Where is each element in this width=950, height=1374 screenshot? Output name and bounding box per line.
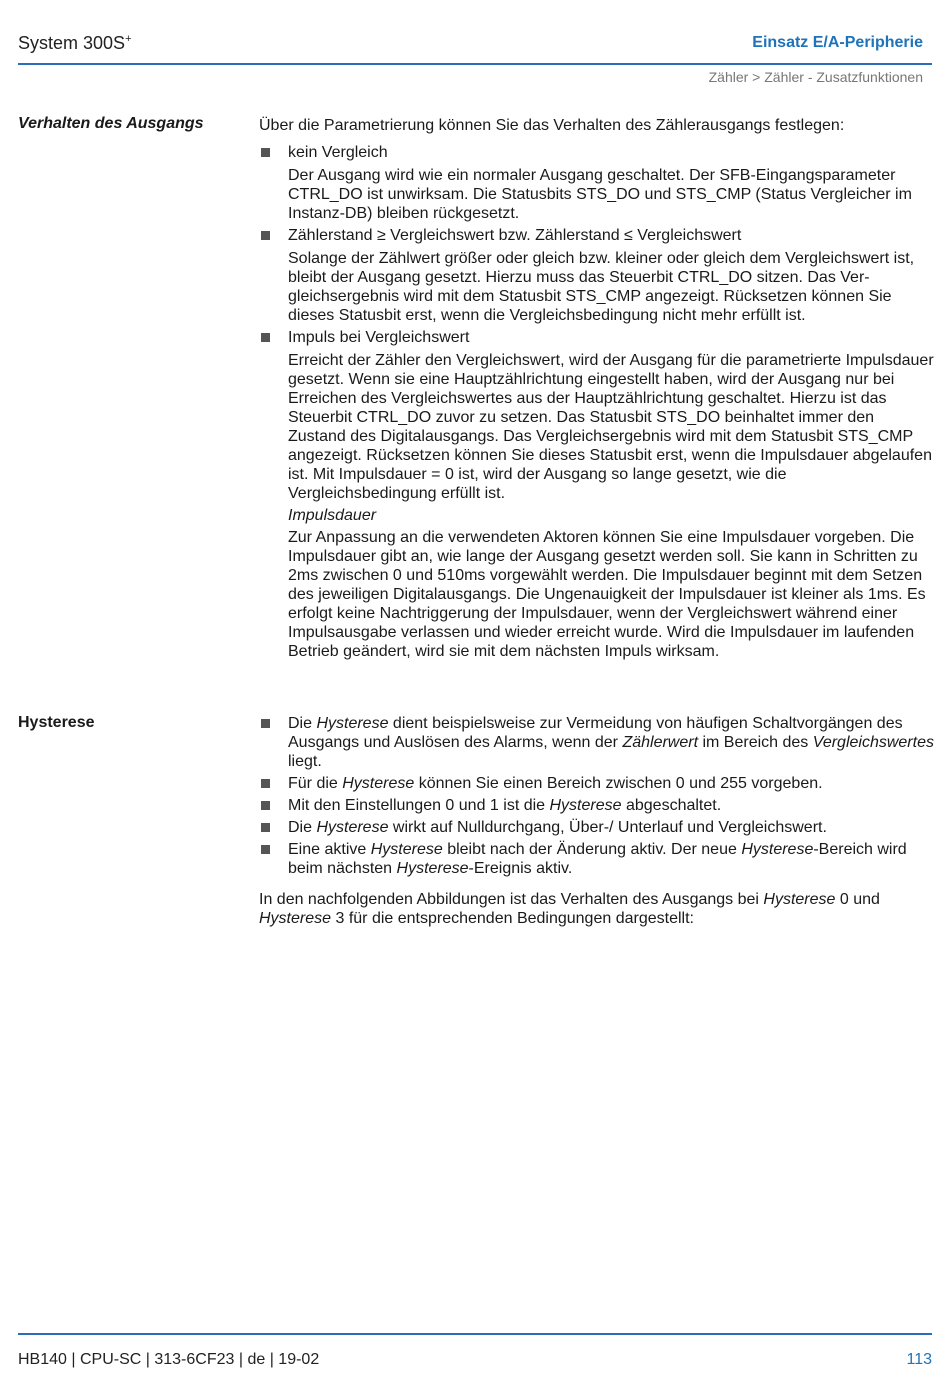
text-run: abgeschaltet. bbox=[621, 797, 722, 814]
text-run-italic: Hysterese bbox=[396, 860, 469, 877]
list-item bbox=[259, 840, 935, 878]
text-run: Die bbox=[288, 715, 317, 732]
text-run: Mit den Einstellungen 0 und 1 ist die bbox=[288, 797, 550, 814]
list-item-desc: Erreicht der Zähler den Vergleichswert, wird der Ausgang für die parametrierte Impulsdauer gesetzt. Wenn sie eine Hauptzählrichtung eingestellt haben, wird der Ausgang nur bei Erreichen des Vergleichswertes aus der Hauptzählrichtung geschaltet. Hierzu ist das Steuerbit CTRL_DO zuvor zu setzen. Das Statusbit STS_DO beinhaltet immer den Zustand des Digitalausgangs. Das Vergleichsergebnis wird mit dem Statusbit STS_CMP angezeigt. Rücksetzen können Sie dieses Statusbit erst, wenn die Impulsdauer abgelaufen ist. Mit Impulsdauer = 0 ist, wird der Ausgang so lange gesetzt, wie die Vergleichsbedingung erfüllt ist. bbox=[288, 352, 934, 502]
list-item bbox=[259, 143, 935, 223]
square-bullet-icon bbox=[261, 845, 270, 854]
section-title: Einsatz E/A-Peripherie bbox=[752, 34, 923, 51]
hysteresis-section bbox=[259, 714, 935, 928]
document-title-text: System 300S bbox=[18, 33, 126, 53]
text-run-italic: Hysterese bbox=[370, 841, 443, 858]
list-item bbox=[259, 774, 935, 793]
square-bullet-icon bbox=[261, 719, 270, 728]
list-item bbox=[259, 714, 935, 771]
text-run: 0 und bbox=[835, 891, 880, 908]
text-run: 3 für die entsprechenden Bedingungen dargestellt: bbox=[331, 910, 694, 927]
text-run-italic: Vergleichswertes bbox=[812, 734, 934, 751]
text-run-italic: Hysterese bbox=[549, 797, 622, 814]
list-item-title: Zählerstand ≥ Vergleichswert bzw. Zählerstand ≤ Vergleichswert bbox=[288, 227, 742, 244]
hysteresis-closing-paragraph bbox=[259, 890, 935, 928]
text-run: Eine aktive bbox=[288, 841, 371, 858]
footer-divider bbox=[18, 1333, 932, 1335]
text-run: -Bereich wird beim nächsten bbox=[288, 841, 907, 877]
list-item-text bbox=[288, 796, 935, 815]
footer-doc-id: HB140 | CPU-SC | 313-6CF23 | de | 19-02 bbox=[18, 1351, 320, 1368]
square-bullet-icon bbox=[261, 779, 270, 788]
list-item bbox=[259, 796, 935, 815]
list-item bbox=[259, 226, 935, 325]
list-item-title: Impuls bei Vergleichswert bbox=[288, 329, 470, 346]
breadcrumb: Zähler > Zähler - Zusatzfunktionen bbox=[708, 69, 923, 85]
pulse-duration-desc: Zur Anpassung an die verwendeten Aktoren können Sie eine Impulsdauer vorgeben. Die Impulsdauer gibt an, wie lange der Ausgang gesetzt werden soll. Sie kann in Schritten zu 2ms zwischen 0 und 510ms vorgewählt werden. Die Impulsdauer beginnt mit dem Setzen des jeweiligen Digitalausgangs. Die Ungenauigkeit der Impulsdauer ist kleiner als 1ms. Es erfolgt keine Nachtriggerung der Impulsdauer, wenn der Vergleichswert während einer Impulsausgabe verlassen und wieder erreicht wurde. Wird die Impulsdauer im laufenden Betrieb geändert, wird sie mit dem nächsten Impuls wirksam. bbox=[288, 529, 926, 660]
list-item bbox=[259, 818, 935, 837]
text-run: im Bereich des bbox=[698, 734, 813, 751]
text-run-italic: Hysterese bbox=[741, 841, 814, 858]
square-bullet-icon bbox=[261, 231, 270, 240]
list-item-desc: Solange der Zählwert größer oder gleich bzw. kleiner oder gleich dem Vergleichswert ist, bleibt der Ausgang gesetzt. Hierzu muss das Steuerbit CTRL_DO sitzen. Das Vergleichsergebnis wird mit dem Statusbit STS_CMP angezeigt. Rücksetzen können Sie dieses Statusbit erst, wenn die Vergleichsbedingung nicht mehr erfüllt ist. bbox=[288, 250, 915, 324]
square-bullet-icon bbox=[261, 148, 270, 157]
text-run-italic: Hysterese bbox=[316, 819, 389, 836]
square-bullet-icon bbox=[261, 823, 270, 832]
text-run: bleibt nach der Änderung aktiv. Der neue bbox=[442, 841, 742, 858]
header-divider bbox=[18, 63, 932, 65]
list-item-text bbox=[288, 840, 935, 878]
text-run-italic: Zählerwert bbox=[622, 734, 699, 751]
list-item-text bbox=[288, 774, 935, 793]
square-bullet-icon bbox=[261, 801, 270, 810]
text-run: -Ereignis aktiv. bbox=[468, 860, 573, 877]
text-run-italic: Hysterese bbox=[342, 775, 415, 792]
text-run-italic: Hysterese bbox=[259, 910, 332, 927]
document-title bbox=[18, 33, 132, 54]
list-item-title: kein Vergleich bbox=[288, 144, 388, 161]
text-run: liegt. bbox=[288, 753, 322, 770]
text-run: Für die bbox=[288, 775, 343, 792]
list-item-desc: Der Ausgang wird wie ein normaler Ausgang geschaltet. Der SFB-Eingangsparameter CTRL_DO ist unwirksam. Die Statusbits STS_DO und STS_CMP (Status Vergleicher im Instanz-DB) bleiben rückgesetzt. bbox=[288, 167, 912, 222]
text-run: wirkt auf Nulldurchgang, Über-/ Unterlauf und Vergleichswert. bbox=[388, 819, 827, 836]
page-number: 113 bbox=[906, 1351, 932, 1368]
document-title-superscript: + bbox=[125, 33, 132, 45]
side-heading-hysteresis: Hysterese bbox=[18, 714, 95, 731]
output-behavior-section bbox=[259, 116, 935, 664]
side-heading-output-behavior: Verhalten des Ausgangs bbox=[18, 115, 204, 132]
text-run-italic: Hysterese bbox=[763, 891, 836, 908]
list-item-text bbox=[288, 714, 935, 771]
square-bullet-icon bbox=[261, 333, 270, 342]
text-run: In den nachfolgenden Abbildungen ist das Verhalten des Ausgangs bei bbox=[259, 891, 764, 908]
output-behavior-intro: Über die Parametrierung können Sie das Verhalten des Zählerausgangs festlegen: bbox=[259, 117, 845, 134]
text-run-italic: Hysterese bbox=[316, 715, 389, 732]
list-item bbox=[259, 328, 935, 661]
sub-heading-pulse-duration: Impulsdauer bbox=[288, 507, 377, 524]
text-run: Die bbox=[288, 819, 317, 836]
text-run: dient beispielsweise zur Vermeidung von häufigen Schaltvorgängen des Ausgangs und Auslösen des Alarms, wenn der bbox=[288, 715, 903, 751]
text-run: können Sie einen Bereich zwischen 0 und 255 vorgeben. bbox=[414, 775, 823, 792]
list-item-text bbox=[288, 818, 935, 837]
